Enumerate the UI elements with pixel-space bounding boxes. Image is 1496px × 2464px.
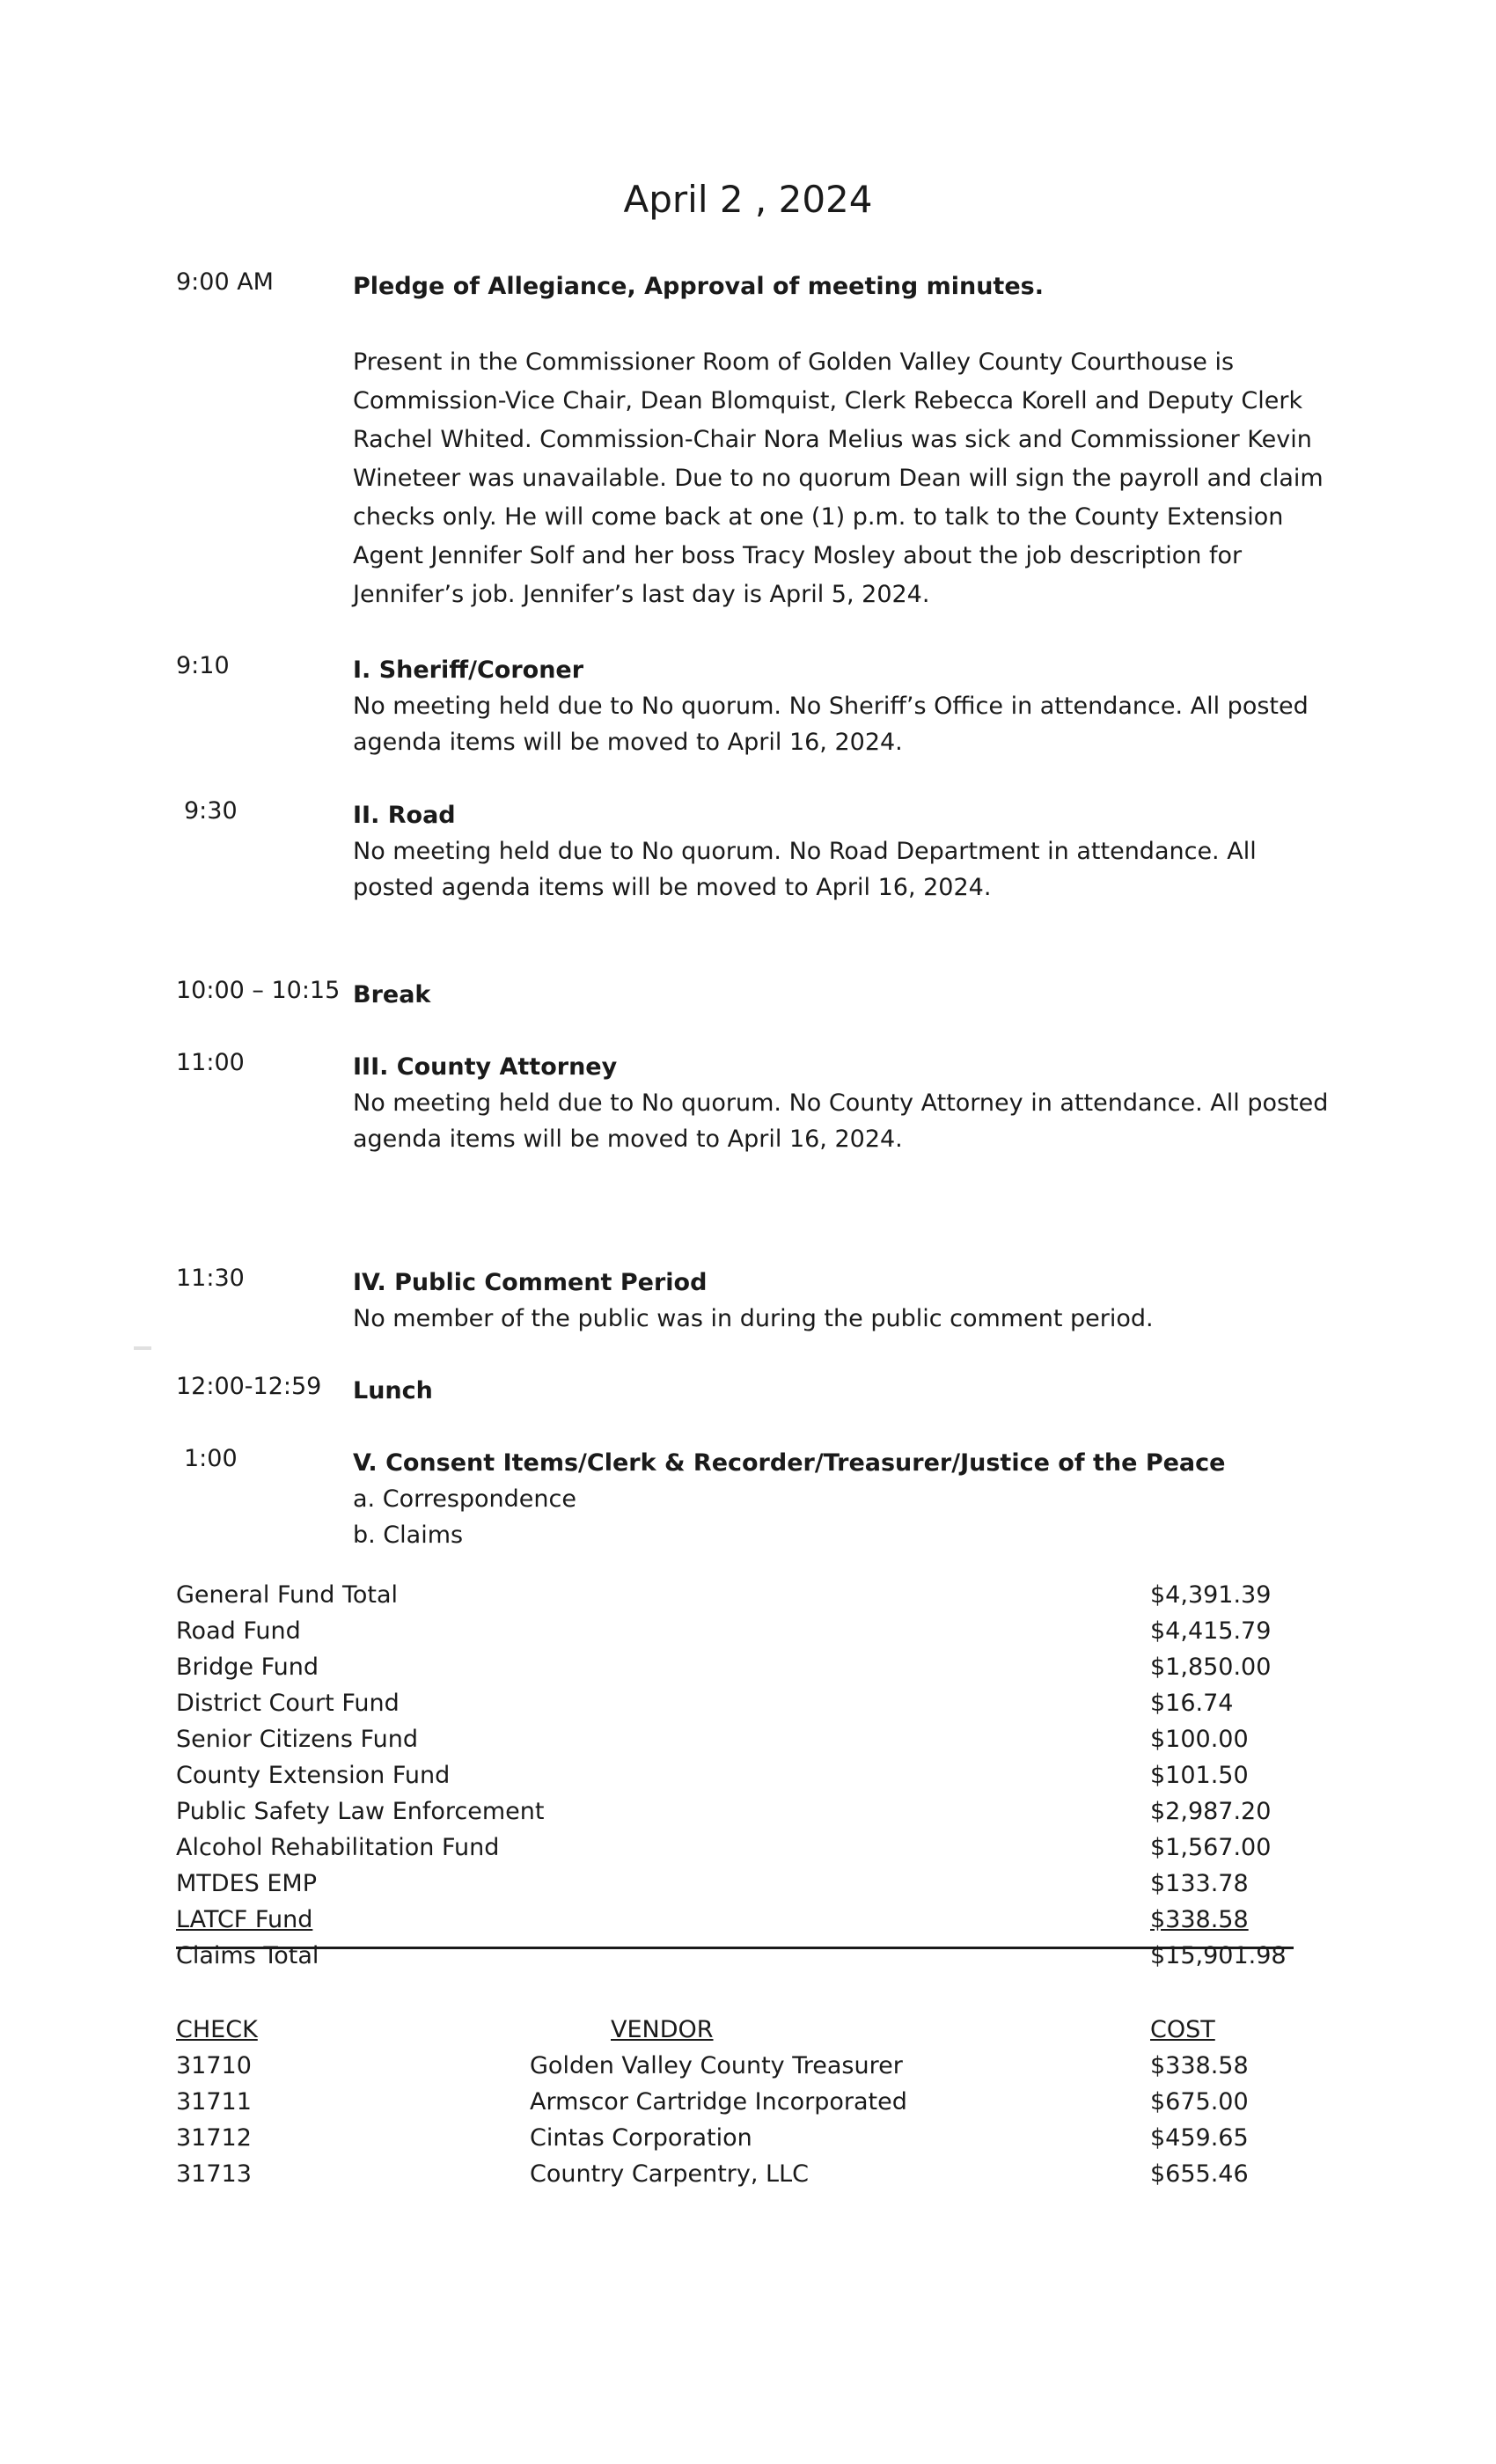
- fund-amount: $4,415.79: [1150, 1617, 1272, 1645]
- fund-name: Public Safety Law Enforcement: [176, 1798, 545, 1825]
- check-register-table: [176, 2012, 1338, 2192]
- agenda-time: 9:00 AM: [176, 268, 274, 296]
- agenda-time: 11:00: [176, 1049, 245, 1076]
- fund-amount: $1,850.00: [1150, 1654, 1272, 1681]
- agenda-heading: II. Road: [353, 802, 456, 829]
- agenda-time: 9:10: [176, 652, 230, 679]
- agenda-time: 9:30: [184, 797, 238, 825]
- claims-total-amount: $15,901.98: [1150, 1942, 1287, 1969]
- vendor-column-header: VENDOR: [611, 2016, 714, 2043]
- agenda-entry-road: [176, 797, 1338, 906]
- agenda-heading: V. Consent Items/Clerk & Recorder/Treasurer/Justice of the Peace: [353, 1449, 1226, 1477]
- fund-amount: $133.78: [1150, 1870, 1249, 1897]
- agenda-entry-pledge: [176, 268, 1338, 614]
- fund-totals-table: [176, 1577, 1338, 1974]
- scan-speck: [134, 1345, 151, 1352]
- agenda-heading: I. Sheriff/Coroner: [353, 656, 584, 684]
- fund-name: LATCF Fund: [176, 1906, 313, 1933]
- fund-name: MTDES EMP: [176, 1870, 317, 1897]
- fund-name: County Extension Fund: [176, 1762, 451, 1789]
- claims-total-label: Claims Total: [176, 1942, 319, 1969]
- fund-name: Alcohol Rehabilitation Fund: [176, 1834, 500, 1861]
- fund-amount: $2,987.20: [1150, 1798, 1272, 1825]
- fund-amount: $101.50: [1150, 1762, 1249, 1789]
- fund-amount: $100.00: [1150, 1726, 1249, 1753]
- check-vendor: Country Carpentry, LLC: [530, 2160, 809, 2188]
- agenda-entry-county-attorney: [176, 1049, 1338, 1157]
- check-column-header: CHECK: [176, 2016, 258, 2043]
- check-number: 31712: [176, 2124, 252, 2152]
- document-title: April 2 , 2024: [623, 178, 873, 221]
- fund-name: Senior Citizens Fund: [176, 1726, 418, 1753]
- fund-row: [176, 1793, 1338, 1830]
- agenda-entry-public-comment: [176, 1265, 1338, 1337]
- agenda-heading: IV. Public Comment Period: [353, 1269, 708, 1296]
- agenda-time: 12:00-12:59: [176, 1373, 322, 1400]
- fund-row: [176, 1757, 1338, 1793]
- fund-row: [176, 1902, 1338, 1938]
- fund-amount: $338.58: [1150, 1906, 1249, 1933]
- check-number: 31711: [176, 2088, 252, 2116]
- check-table-header: [176, 2012, 1338, 2048]
- agenda-entry-consent-items: [176, 1445, 1338, 1553]
- check-row: [176, 2048, 1338, 2084]
- check-number: 31710: [176, 2052, 252, 2079]
- agenda-time: 10:00 – 10:15: [176, 977, 341, 1004]
- agenda-heading: Lunch: [353, 1377, 433, 1404]
- claims-total-row: [176, 1938, 1338, 1974]
- agenda-time: 11:30: [176, 1265, 245, 1292]
- agenda-heading: III. County Attorney: [353, 1053, 618, 1081]
- check-vendor: Armscor Cartridge Incorporated: [530, 2088, 907, 2116]
- agenda-entry-sheriff: [176, 652, 1338, 760]
- agenda-time: 1:00: [184, 1445, 238, 1472]
- check-vendor: Golden Valley County Treasurer: [530, 2052, 903, 2079]
- fund-row: [176, 1830, 1338, 1866]
- fund-name: Road Fund: [176, 1617, 301, 1645]
- check-row: [176, 2084, 1338, 2120]
- fund-amount: $16.74: [1150, 1690, 1234, 1717]
- totals-divider: [176, 1947, 1294, 1949]
- agenda-entry-break: [176, 977, 1338, 1013]
- sub-item-claims: b. Claims: [353, 1522, 464, 1549]
- agenda-text: No member of the public was in during the public comment period.: [353, 1305, 1154, 1332]
- fund-name: Bridge Fund: [176, 1654, 319, 1681]
- check-row: [176, 2156, 1338, 2192]
- agenda-text: No meeting held due to No quorum. No County Attorney in attendance. All posted agenda items will be moved to April 16, 2024.: [353, 1089, 1329, 1153]
- agenda-heading: Pledge of Allegiance, Approval of meeting minutes.: [353, 273, 1044, 300]
- check-cost: $655.46: [1150, 2160, 1249, 2188]
- check-cost: $338.58: [1150, 2052, 1249, 2079]
- fund-row: [176, 1721, 1338, 1757]
- check-cost: $459.65: [1150, 2124, 1249, 2152]
- fund-row: [176, 1577, 1338, 1613]
- agenda-text: No meeting held due to No quorum. No Sheriff’s Office in attendance. All posted agenda items will be moved to April 16, 2024.: [353, 693, 1309, 756]
- fund-row: [176, 1866, 1338, 1902]
- agenda-entry-lunch: [176, 1373, 1338, 1409]
- check-number: 31713: [176, 2160, 252, 2188]
- fund-name: General Fund Total: [176, 1581, 399, 1609]
- agenda-text: No meeting held due to No quorum. No Road Department in attendance. All posted agenda items will be moved to April 16, 2024.: [353, 838, 1257, 901]
- fund-amount: $4,391.39: [1150, 1581, 1272, 1609]
- sub-item-correspondence: a. Correspondence: [353, 1485, 576, 1513]
- attendance-paragraph: Present in the Commissioner Room of Golden Valley County Courthouse is Commission-Vice Chair, Dean Blomquist, Clerk Rebecca Korell and Deputy Clerk Rachel Whited. Commission-Chair Nora Melius was sick and Commissioner Kevin Wineteer was unavailable. Due to no quorum Dean will sign the payroll and claim checks only. He will come back at one (1) p.m. to talk to the County Extension Agent Jennifer Solf and her boss Tracy Mosley about the job description for Jennifer’s job. Jennifer’s last day is April 5, 2024.: [353, 348, 1324, 608]
- fund-amount: $1,567.00: [1150, 1834, 1272, 1861]
- check-row: [176, 2120, 1338, 2156]
- fund-row: [176, 1649, 1338, 1685]
- fund-name: District Court Fund: [176, 1690, 400, 1717]
- fund-row: [176, 1685, 1338, 1721]
- agenda-heading: Break: [353, 981, 431, 1008]
- check-vendor: Cintas Corporation: [530, 2124, 752, 2152]
- check-cost: $675.00: [1150, 2088, 1249, 2116]
- cost-column-header: COST: [1150, 2016, 1215, 2043]
- fund-row: [176, 1613, 1338, 1649]
